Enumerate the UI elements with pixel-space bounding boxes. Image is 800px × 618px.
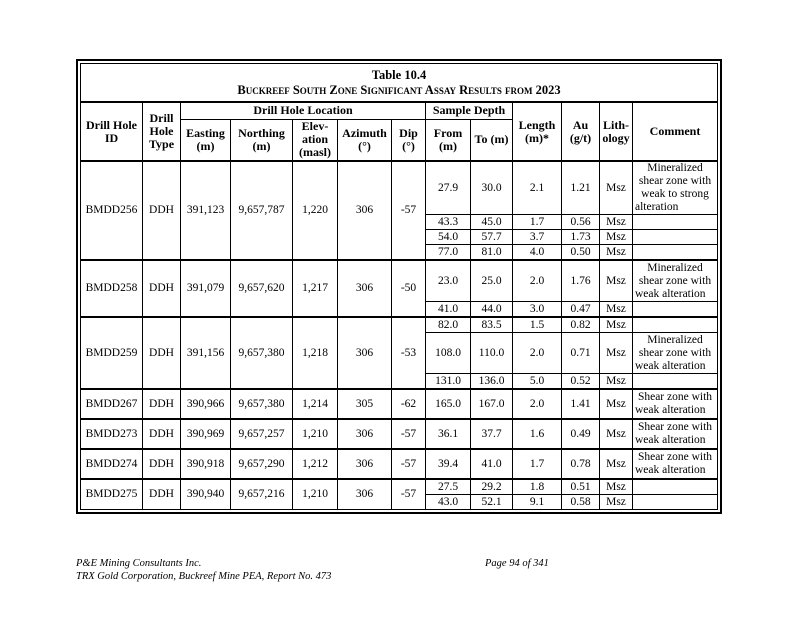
cell-lithology: Msz xyxy=(600,449,633,479)
cell-length: 1.8 xyxy=(513,479,562,495)
assay-table xyxy=(80,63,718,510)
cell-type: DDH xyxy=(143,389,181,419)
cell-type: DDH xyxy=(143,260,181,317)
cell-elevation: 1,210 xyxy=(293,479,338,510)
cell-comment: Shear zone with weak alteration xyxy=(633,449,718,479)
cell-dip: -57 xyxy=(392,479,426,510)
assay-table-frame xyxy=(76,59,722,514)
header-easting: Easting (m) xyxy=(181,119,231,161)
cell-drill-hole-id: BMDD274 xyxy=(81,449,143,479)
cell-northing: 9,657,290 xyxy=(231,449,293,479)
cell-to: 41.0 xyxy=(471,449,513,479)
cell-dip: -62 xyxy=(392,389,426,419)
cell-au: 0.71 xyxy=(562,333,600,374)
cell-comment: Mineralized shear zone with weak to strong alteration xyxy=(633,161,718,215)
cell-easting: 390,966 xyxy=(181,389,231,419)
cell-northing: 9,657,216 xyxy=(231,479,293,510)
cell-au: 0.50 xyxy=(562,245,600,261)
cell-type: DDH xyxy=(143,419,181,449)
cell-easting: 390,918 xyxy=(181,449,231,479)
cell-northing: 9,657,380 xyxy=(231,389,293,419)
cell-lithology: Msz xyxy=(600,161,633,215)
cell-length: 2.0 xyxy=(513,260,562,302)
cell-au: 0.82 xyxy=(562,317,600,333)
cell-au: 1.21 xyxy=(562,161,600,215)
cell-length: 2.0 xyxy=(513,333,562,374)
cell-to: 45.0 xyxy=(471,215,513,230)
header-northing: Northing (m) xyxy=(231,119,293,161)
cell-elevation: 1,210 xyxy=(293,419,338,449)
cell-elevation: 1,217 xyxy=(293,260,338,317)
cell-lithology: Msz xyxy=(600,260,633,302)
header-drill-hole-type: Drill Hole Type xyxy=(143,102,181,161)
cell-easting: 391,156 xyxy=(181,317,231,389)
cell-drill-hole-id: BMDD258 xyxy=(81,260,143,317)
cell-type: DDH xyxy=(143,161,181,260)
cell-type: DDH xyxy=(143,317,181,389)
cell-au: 0.56 xyxy=(562,215,600,230)
cell-type: DDH xyxy=(143,449,181,479)
cell-to: 25.0 xyxy=(471,260,513,302)
cell-easting: 391,079 xyxy=(181,260,231,317)
cell-dip: -57 xyxy=(392,161,426,260)
cell-elevation: 1,214 xyxy=(293,389,338,419)
cell-drill-hole-id: BMDD275 xyxy=(81,479,143,510)
table-row xyxy=(81,479,718,495)
cell-comment: Mineralized shear zone with weak alteration xyxy=(633,333,718,374)
table-row xyxy=(81,449,718,479)
cell-comment xyxy=(633,317,718,333)
cell-lithology: Msz xyxy=(600,479,633,495)
cell-azimuth: 306 xyxy=(338,317,392,389)
cell-to: 29.2 xyxy=(471,479,513,495)
cell-au: 0.51 xyxy=(562,479,600,495)
cell-from: 36.1 xyxy=(426,419,471,449)
cell-elevation: 1,218 xyxy=(293,317,338,389)
table-title: Buckreef South Zone Significant Assay Results from 2023 xyxy=(237,83,561,97)
cell-to: 83.5 xyxy=(471,317,513,333)
header-au: Au (g/t) xyxy=(562,102,600,161)
cell-lithology: Msz xyxy=(600,302,633,318)
cell-comment xyxy=(633,245,718,261)
header-lithology: Lith-ology xyxy=(600,102,633,161)
cell-comment xyxy=(633,215,718,230)
cell-from: 165.0 xyxy=(426,389,471,419)
cell-azimuth: 306 xyxy=(338,449,392,479)
cell-to: 167.0 xyxy=(471,389,513,419)
cell-elevation: 1,212 xyxy=(293,449,338,479)
cell-dip: -57 xyxy=(392,449,426,479)
cell-azimuth: 305 xyxy=(338,389,392,419)
cell-to: 110.0 xyxy=(471,333,513,374)
cell-lithology: Msz xyxy=(600,389,633,419)
cell-length: 2.0 xyxy=(513,389,562,419)
cell-au: 1.41 xyxy=(562,389,600,419)
page-number: Page 94 of 341 xyxy=(485,558,549,569)
cell-from: 77.0 xyxy=(426,245,471,261)
cell-comment xyxy=(633,374,718,390)
header-from: From (m) xyxy=(426,119,471,161)
cell-northing: 9,657,380 xyxy=(231,317,293,389)
header-to: To (m) xyxy=(471,119,513,161)
header-drill-hole-location: Drill Hole Location xyxy=(181,102,426,119)
cell-length: 2.1 xyxy=(513,161,562,215)
cell-dip: -57 xyxy=(392,419,426,449)
cell-length: 4.0 xyxy=(513,245,562,261)
cell-drill-hole-id: BMDD259 xyxy=(81,317,143,389)
header-elevation: Elev-ation (masl) xyxy=(293,119,338,161)
cell-elevation: 1,220 xyxy=(293,161,338,260)
cell-northing: 9,657,257 xyxy=(231,419,293,449)
header-length: Length (m)* xyxy=(513,102,562,161)
cell-to: 30.0 xyxy=(471,161,513,215)
cell-from: 27.9 xyxy=(426,161,471,215)
cell-comment: Mineralized shear zone with weak alteration xyxy=(633,260,718,302)
cell-from: 82.0 xyxy=(426,317,471,333)
cell-au: 0.78 xyxy=(562,449,600,479)
cell-comment: Shear zone with weak alteration xyxy=(633,419,718,449)
cell-lithology: Msz xyxy=(600,215,633,230)
cell-northing: 9,657,787 xyxy=(231,161,293,260)
cell-to: 44.0 xyxy=(471,302,513,318)
cell-to: 57.7 xyxy=(471,230,513,245)
cell-length: 1.7 xyxy=(513,215,562,230)
cell-drill-hole-id: BMDD256 xyxy=(81,161,143,260)
cell-lithology: Msz xyxy=(600,317,633,333)
cell-comment xyxy=(633,479,718,495)
cell-from: 131.0 xyxy=(426,374,471,390)
table-row xyxy=(81,317,718,333)
cell-lithology: Msz xyxy=(600,419,633,449)
cell-comment xyxy=(633,495,718,510)
table-number: Table 10.4 xyxy=(371,68,427,82)
cell-au: 0.52 xyxy=(562,374,600,390)
cell-from: 43.0 xyxy=(426,495,471,510)
cell-length: 3.7 xyxy=(513,230,562,245)
cell-lithology: Msz xyxy=(600,495,633,510)
cell-azimuth: 306 xyxy=(338,161,392,260)
header-sample-depth: Sample Depth xyxy=(426,102,513,119)
header-azimuth: Azimuth (°) xyxy=(338,119,392,161)
cell-length: 1.7 xyxy=(513,449,562,479)
cell-from: 54.0 xyxy=(426,230,471,245)
cell-easting: 391,123 xyxy=(181,161,231,260)
footer-report: TRX Gold Corporation, Buckreef Mine PEA, Report No. 473 xyxy=(76,571,332,582)
footer-company: P&E Mining Consultants Inc. xyxy=(76,558,202,569)
cell-to: 37.7 xyxy=(471,419,513,449)
cell-from: 39.4 xyxy=(426,449,471,479)
cell-lithology: Msz xyxy=(600,245,633,261)
cell-lithology: Msz xyxy=(600,374,633,390)
cell-drill-hole-id: BMDD267 xyxy=(81,389,143,419)
table-row xyxy=(81,389,718,419)
cell-length: 1.5 xyxy=(513,317,562,333)
cell-from: 41.0 xyxy=(426,302,471,318)
cell-azimuth: 306 xyxy=(338,479,392,510)
cell-lithology: Msz xyxy=(600,230,633,245)
cell-easting: 390,969 xyxy=(181,419,231,449)
cell-northing: 9,657,620 xyxy=(231,260,293,317)
cell-comment xyxy=(633,302,718,318)
table-row xyxy=(81,419,718,449)
cell-au: 0.49 xyxy=(562,419,600,449)
cell-length: 3.0 xyxy=(513,302,562,318)
cell-length: 1.6 xyxy=(513,419,562,449)
cell-to: 52.1 xyxy=(471,495,513,510)
cell-dip: -50 xyxy=(392,260,426,317)
cell-comment xyxy=(633,230,718,245)
table-caption xyxy=(81,64,718,103)
cell-from: 27.5 xyxy=(426,479,471,495)
cell-au: 1.76 xyxy=(562,260,600,302)
cell-dip: -53 xyxy=(392,317,426,389)
header-comment: Comment xyxy=(633,102,718,161)
cell-au: 1.73 xyxy=(562,230,600,245)
cell-from: 43.3 xyxy=(426,215,471,230)
header-dip: Dip (°) xyxy=(392,119,426,161)
cell-azimuth: 306 xyxy=(338,260,392,317)
cell-to: 81.0 xyxy=(471,245,513,261)
page-footer-left xyxy=(76,557,331,583)
cell-from: 108.0 xyxy=(426,333,471,374)
cell-type: DDH xyxy=(143,479,181,510)
cell-length: 9.1 xyxy=(513,495,562,510)
table-row xyxy=(81,161,718,215)
cell-azimuth: 306 xyxy=(338,419,392,449)
cell-drill-hole-id: BMDD273 xyxy=(81,419,143,449)
cell-from: 23.0 xyxy=(426,260,471,302)
header-drill-hole-id: Drill Hole ID xyxy=(81,102,143,161)
cell-au: 0.47 xyxy=(562,302,600,318)
cell-lithology: Msz xyxy=(600,333,633,374)
table-row xyxy=(81,260,718,302)
cell-to: 136.0 xyxy=(471,374,513,390)
cell-easting: 390,940 xyxy=(181,479,231,510)
cell-au: 0.58 xyxy=(562,495,600,510)
cell-comment: Shear zone with weak alteration xyxy=(633,389,718,419)
cell-length: 5.0 xyxy=(513,374,562,390)
